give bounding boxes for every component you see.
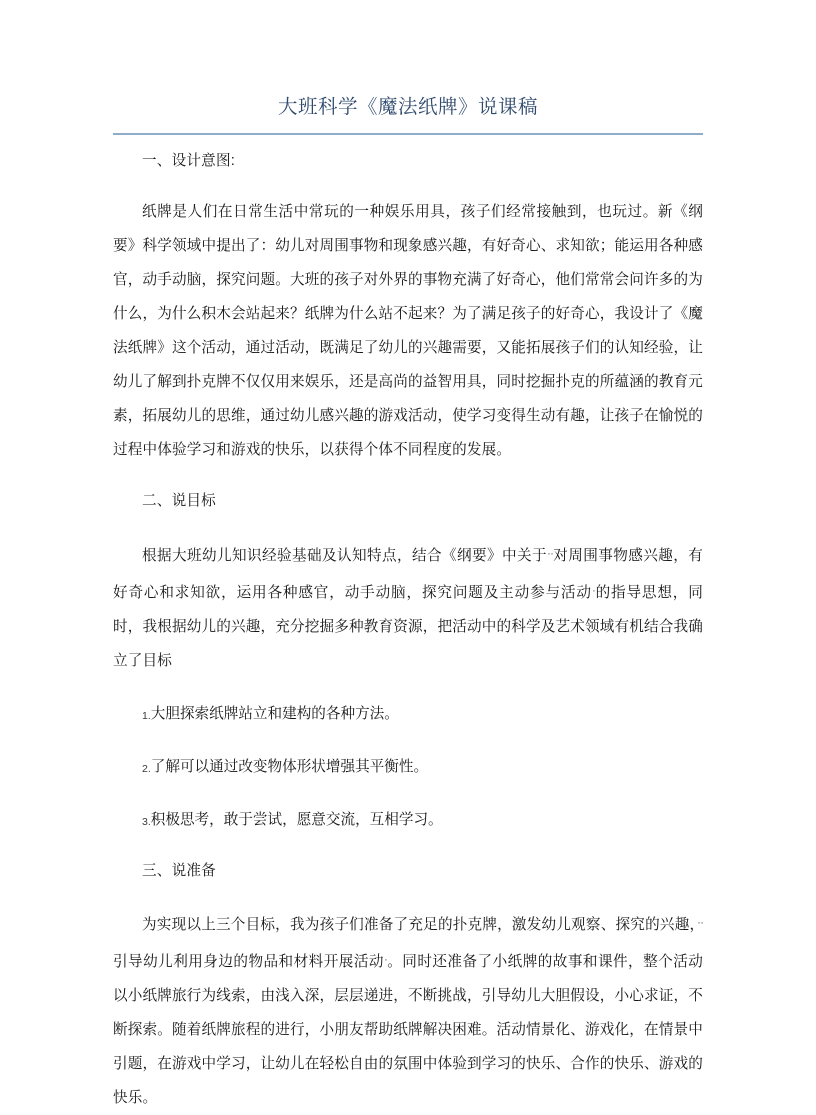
goal-number: 1. [142,709,151,722]
document-body [113,150,703,1115]
section-2-paragraph [113,536,703,678]
section-2-mid: 对周围事物感兴趣，有好奇心和求知欲，运用各种感官，动手动脑，探究问题及主动参与活动 [113,547,703,601]
goal-text: 了解可以通过改变物体形状增强其平衡性。 [150,758,429,775]
section-heading-1: 一、设计意图: [142,153,236,169]
section-heading-3: 三、说准备 [142,862,216,879]
quote-close-icon: · [591,582,595,597]
section-2-tail: 的指导思想，同时，我根据幼儿的兴趣，充分挖掘多种教育资源，把活动中的科学及艺术领域有机结合我确立了目标 [113,584,703,669]
goal-item-2 [113,752,703,784]
quote-open-icon: ·· [697,915,703,930]
spacer [113,678,703,699]
goal-number: 3. [142,815,151,828]
spacer [113,837,703,860]
page-title: 大班科学《魔法纸牌》说课稿 [277,96,538,118]
quote-close-icon: · [383,952,387,967]
spacer [113,784,703,805]
section-3-paragraph [113,905,703,1115]
section-1-paragraph: 纸牌是人们在日常生活中常玩的一种娱乐用具，孩子们经常接触到，也玩过。新《纲要》科学领域中提出了：幼儿对周围事物和现象感兴趣，有好奇心、求知欲；能运用各种感官，动手动脑，探究问题。大班的孩子对外界的事物充满了好奇心，他们常常会问许多的为什么，为什么积木会站起来？纸牌为什么站不起来？为了满足孩子的好奇心，我设计了《魔法纸牌》这个活动，通过活动，既满足了幼儿的兴趣需要，又能拓展孩子们的认知经验，让幼儿了解到扑克牌不仅仅用来娱乐，还是高尚的益智用具，同时挖掘扑克的所蕴涵的教育元素，拓展幼儿的思维，通过幼儿感兴趣的游戏活动，使学习变得生动有趣，让孩子在愉悦的过程中体验学习和游戏的快乐，以获得个体不同程度的发展。 [113,204,703,459]
goal-text: 积极思考，敢于尝试，愿意交流，互相学习。 [150,811,443,828]
spacer [113,467,703,490]
title-divider [113,133,703,135]
goal-text: 大胆探索纸牌站立和建构的各种方法。 [150,705,399,722]
spacer [113,173,703,195]
quote-open-icon: ·· [546,545,553,560]
section-3-tail: 。同时还准备了小纸牌的故事和课件，整个活动以小纸牌旅行为线索，由浅入深，层层递进，不断挑战，引导幼儿大胆假设，小心求证，不断探索。随着纸牌旅程的进行，小朋友帮助纸牌解决困难。活动情景化、游戏化，在情景中引题，在游戏中学习，让幼儿在轻松自由的氛围中体验到学习的快乐、合作的快乐、游戏的快乐。 [113,954,703,1107]
goal-number: 2. [142,762,151,775]
section-2-lead: 根据大班幼儿知识经验基础及认知特点，结合《纲要》中关于 [142,547,547,564]
spacer [113,514,703,536]
section-3-mid: 引导幼儿利用身边的物品和材料开展活动 [113,954,384,971]
spacer [113,883,703,905]
goal-item-1 [113,699,703,731]
section-heading-2: 二、说目标 [142,493,216,510]
spacer [113,731,703,752]
section-3-lead: 为实现以上三个目标，我为孩子们准备了充足的扑克牌，激发幼儿观察、探究的兴趣， [142,917,697,934]
goal-item-3 [113,805,703,837]
